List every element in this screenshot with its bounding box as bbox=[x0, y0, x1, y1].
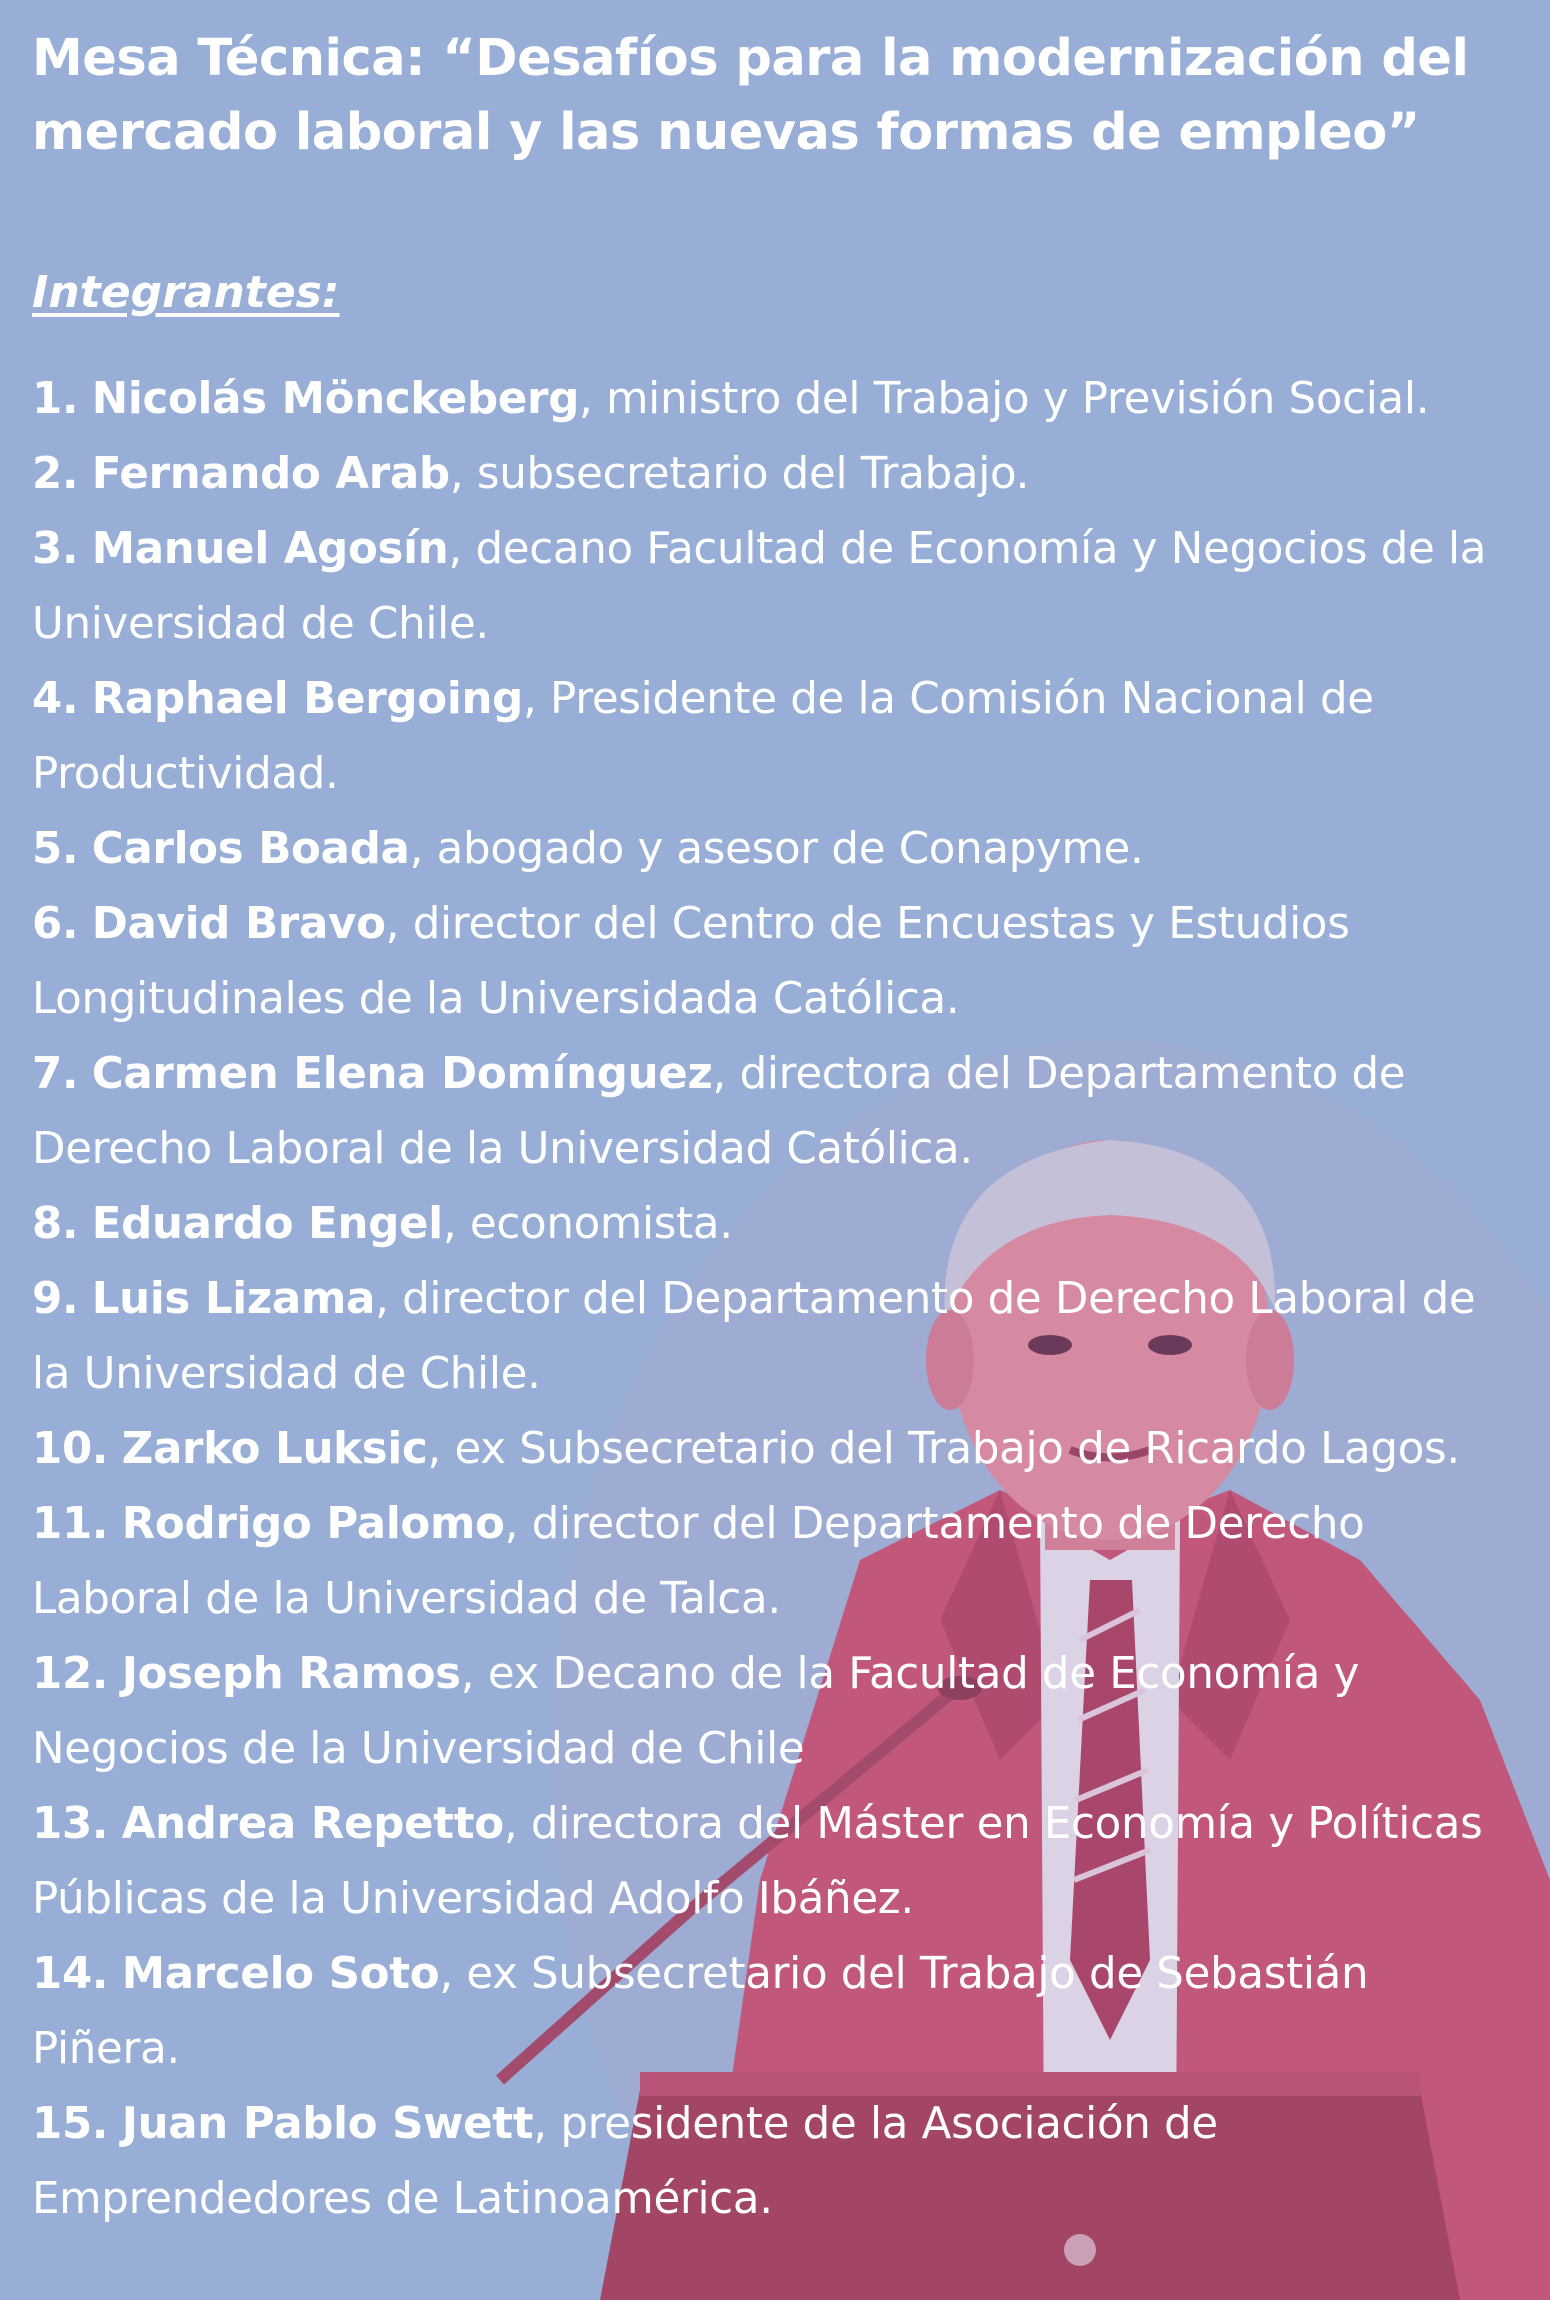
member-name: Fernando Arab bbox=[91, 449, 450, 499]
member-name: Andrea Repetto bbox=[121, 1799, 504, 1849]
member-description: , director del Departamento de Derecho Laboral de la Universidad de Talca. bbox=[32, 1499, 1365, 1624]
member-item bbox=[32, 1187, 1524, 1262]
member-item bbox=[32, 812, 1524, 887]
member-name: Marcelo Soto bbox=[121, 1949, 440, 1999]
member-number: 6. bbox=[32, 899, 79, 949]
member-name: Carlos Boada bbox=[91, 824, 410, 874]
member-item bbox=[32, 1637, 1524, 1787]
member-name: Zarko Luksic bbox=[121, 1424, 428, 1474]
member-number: 8. bbox=[32, 1199, 79, 1249]
member-description: , directora del Máster en Economía y Políticas Públicas de la Universidad Adolfo Ibáñez. bbox=[32, 1799, 1483, 1924]
content-panel bbox=[32, 22, 1524, 2237]
member-item bbox=[32, 662, 1524, 812]
member-item bbox=[32, 2087, 1524, 2237]
member-number: 2. bbox=[32, 449, 79, 499]
member-item bbox=[32, 437, 1524, 512]
member-name: Manuel Agosín bbox=[91, 524, 449, 574]
member-name: Carmen Elena Domínguez bbox=[91, 1049, 713, 1099]
member-item bbox=[32, 362, 1524, 437]
member-name: Nicolás Mönckeberg bbox=[91, 374, 580, 424]
member-name: Eduardo Engel bbox=[91, 1199, 443, 1249]
member-item bbox=[32, 1412, 1524, 1487]
member-description: , directora del Departamento de Derecho Laboral de la Universidad Católica. bbox=[32, 1049, 1406, 1174]
member-description: , ex Subsecretario del Trabajo de Sebastián Piñera. bbox=[32, 1949, 1369, 2074]
page-title: Mesa Técnica: “Desafíos para la modernización del mercado laboral y las nuevas formas de empleo” bbox=[32, 29, 1469, 162]
member-item bbox=[32, 1937, 1524, 2087]
member-description: , subsecretario del Trabajo. bbox=[449, 449, 1030, 499]
member-item bbox=[32, 1487, 1524, 1637]
member-name: Raphael Bergoing bbox=[91, 674, 523, 724]
member-description: , Presidente de la Comisión Nacional de Productividad. bbox=[32, 674, 1374, 799]
member-number: 13. bbox=[32, 1799, 109, 1849]
member-number: 10. bbox=[32, 1424, 109, 1474]
member-description: , director del Departamento de Derecho Laboral de la Universidad de Chile. bbox=[32, 1274, 1476, 1399]
member-description: , decano Facultad de Economía y Negocios de la Universidad de Chile. bbox=[32, 524, 1487, 649]
member-number: 14. bbox=[32, 1949, 109, 1999]
member-name: Joseph Ramos bbox=[121, 1649, 461, 1699]
member-item bbox=[32, 887, 1524, 1037]
member-number: 9. bbox=[32, 1274, 79, 1324]
member-description: , director del Centro de Encuestas y Estudios Longitudinales de la Universidada Católica. bbox=[32, 899, 1350, 1024]
member-number: 7. bbox=[32, 1049, 79, 1099]
member-name: David Bravo bbox=[91, 899, 386, 949]
member-description: , ministro del Trabajo y Previsión Social. bbox=[579, 374, 1430, 424]
member-name: Rodrigo Palomo bbox=[121, 1499, 505, 1549]
member-name: Luis Lizama bbox=[91, 1274, 376, 1324]
section-label-integrantes: Integrantes: bbox=[32, 267, 340, 318]
member-number: 3. bbox=[32, 524, 79, 574]
member-number: 15. bbox=[32, 2099, 109, 2149]
member-description: , ex Decano de la Facultad de Economía y Negocios de la Universidad de Chile bbox=[32, 1649, 1360, 1774]
member-item bbox=[32, 1037, 1524, 1187]
member-item bbox=[32, 1787, 1524, 1937]
member-description: , ex Subsecretario del Trabajo de Ricardo Lagos. bbox=[427, 1424, 1460, 1474]
member-description: , economista. bbox=[442, 1199, 733, 1249]
member-number: 4. bbox=[32, 674, 79, 724]
member-number: 11. bbox=[32, 1499, 109, 1549]
member-item bbox=[32, 1262, 1524, 1412]
member-description: , abogado y asesor de Conapyme. bbox=[409, 824, 1144, 874]
member-item bbox=[32, 512, 1524, 662]
member-number: 12. bbox=[32, 1649, 109, 1699]
member-number: 1. bbox=[32, 374, 79, 424]
member-description: , presidente de la Asociación de Emprendedores de Latinoamérica. bbox=[32, 2099, 1218, 2224]
member-name: Juan Pablo Swett bbox=[121, 2099, 534, 2149]
members-list bbox=[32, 362, 1524, 2237]
member-number: 5. bbox=[32, 824, 79, 874]
